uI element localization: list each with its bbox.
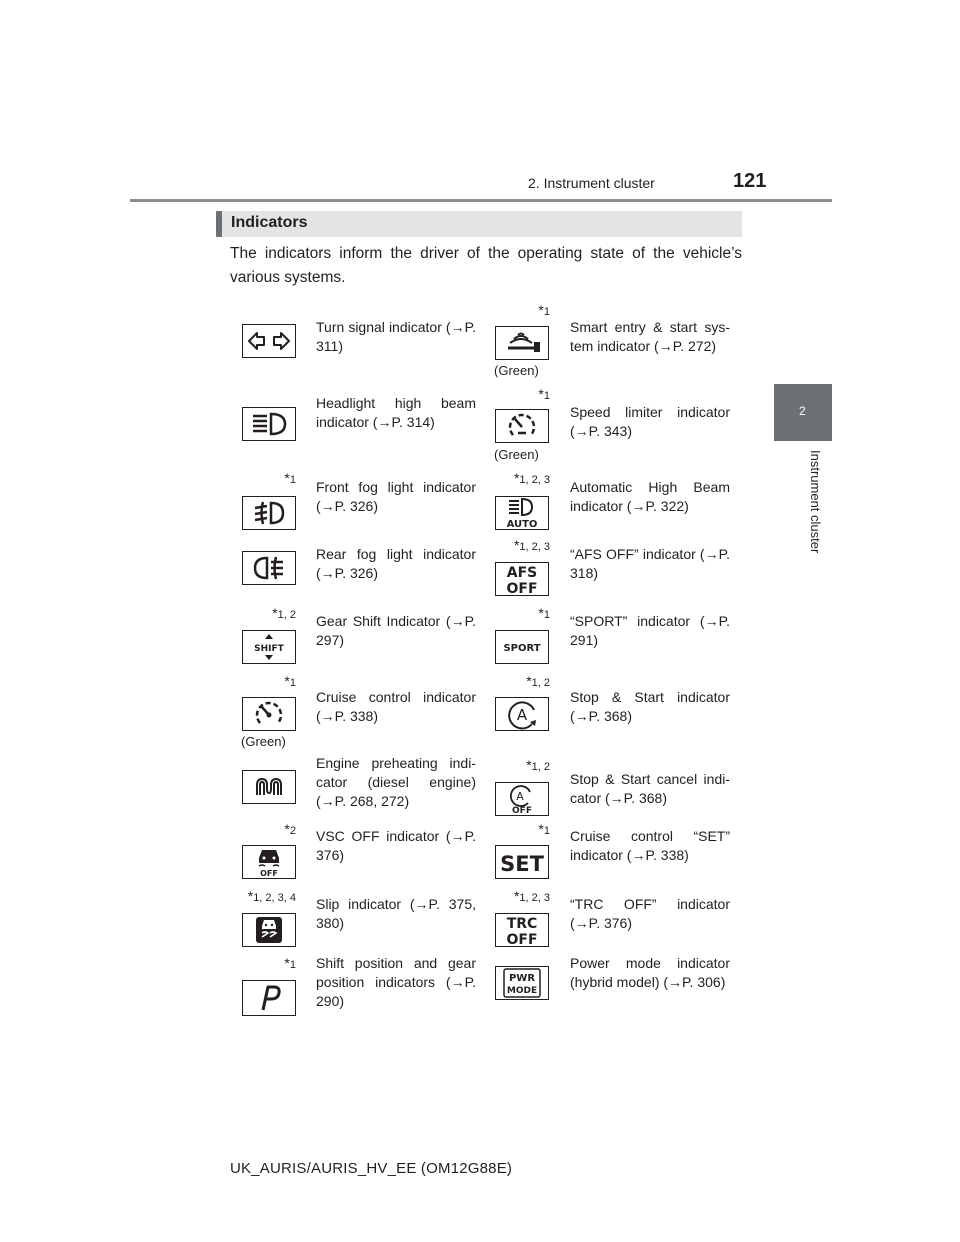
footnote-ref: *1, 2	[526, 757, 550, 773]
indicator-color-note: (Green)	[494, 363, 539, 378]
footnote-ref: *1, 2, 3	[513, 537, 550, 553]
pwr-label: PWR	[508, 973, 536, 984]
footnote-ref: *1, 2	[272, 605, 296, 621]
off-label: OFF	[506, 581, 538, 595]
indicator-description: Front fog light indicator (→P. 326)	[316, 479, 476, 514]
smart-entry-icon	[495, 326, 549, 360]
footnote-ref: *1	[284, 673, 296, 689]
off-label: OFF	[512, 806, 532, 815]
footnote-ref: *1, 2, 3	[513, 470, 550, 486]
chapter-tab-number: 2	[799, 404, 806, 418]
high-beam-icon	[242, 407, 296, 441]
indicator-description: Power mode indicator (hybrid model) (→P. 306)	[570, 955, 730, 990]
indicator-description: “SPORT” indicator (→P. 291)	[570, 613, 730, 648]
indicator-description: Gear Shift Indicator (→P. 297)	[316, 613, 476, 648]
indicator-description: Shift position and gear position indicators (→P. 290)	[316, 955, 476, 1009]
footnote-ref: *1	[284, 470, 296, 486]
footnote-ref: *1	[538, 302, 550, 318]
indicator-color-note: (Green)	[494, 447, 539, 462]
set-label: SET	[500, 852, 544, 876]
sport-label: SPORT	[503, 643, 541, 654]
footnote-ref: *1, 2	[526, 673, 550, 689]
footnote-ref: *1	[538, 821, 550, 837]
power-mode-icon	[495, 966, 549, 1000]
afs-off-icon	[495, 562, 549, 596]
cruise-control-icon	[242, 697, 296, 731]
footnote-ref: *1, 2, 3, 4	[247, 888, 296, 904]
indicator-description: Automatic High Beam indicator (→P. 322)	[570, 479, 730, 514]
footnote-ref: *1, 2, 3	[513, 888, 550, 904]
indicator-description: Rear fog light indicator (→P. 326)	[316, 546, 476, 581]
sport-icon	[495, 630, 549, 664]
indicator-description: Smart entry & start sys-tem indicator (→P. 272)	[570, 319, 730, 354]
indicator-description: Cruise control “SET” indicator (→P. 338)	[570, 828, 730, 863]
page-number: 121	[733, 170, 767, 192]
front-fog-icon	[242, 496, 296, 530]
stop-start-off-icon	[495, 782, 549, 816]
document-footer: UK_AURIS/AURIS_HV_EE (OM12G88E)	[230, 1160, 513, 1177]
indicator-description: Slip indicator (→P. 375, 380)	[316, 896, 476, 931]
cruise-set-icon	[495, 845, 549, 879]
off-label: OFF	[260, 869, 278, 878]
footnote-ref: *2	[284, 821, 296, 837]
afs-label: AFS	[506, 565, 538, 581]
footnote-ref: *1	[284, 955, 296, 971]
chapter-title: 2. Instrument cluster	[528, 175, 655, 191]
trc-off-icon	[495, 913, 549, 947]
indicator-description: “AFS OFF” indicator (→P. 318)	[570, 546, 730, 581]
shift-icon	[242, 630, 296, 664]
indicator-description: Turn signal indicator (→P. 311)	[316, 319, 476, 354]
glow-plug-icon	[242, 770, 296, 804]
a-label: A	[516, 790, 524, 803]
vsc-off-icon	[242, 845, 296, 879]
section-heading-text: Indicators	[231, 214, 308, 231]
shift-label: SHIFT	[254, 644, 284, 654]
indicator-description: Cruise control indicator (→P. 338)	[316, 689, 476, 724]
indicator-description: Headlight high beam indicator (→P. 314)	[316, 395, 476, 430]
turn-signal-icon	[242, 324, 296, 358]
speed-limiter-icon	[495, 409, 549, 443]
auto-label: AUTO	[506, 519, 538, 529]
section-heading-marker	[216, 211, 222, 237]
rear-fog-icon	[242, 551, 296, 585]
indicator-description: Stop & Start indicator (→P. 368)	[570, 689, 730, 724]
indicator-description: “TRC OFF” indicator (→P. 376)	[570, 896, 730, 931]
intro-paragraph: The indicators inform the driver of the operating state of the vehicle’s various systems.	[230, 245, 742, 286]
a-label: A	[516, 706, 528, 724]
auto-high-beam-icon	[495, 496, 549, 530]
indicator-description: Speed limiter indicator (→P. 343)	[570, 404, 730, 439]
indicator-description: Stop & Start cancel indi-cator (→P. 368)	[570, 771, 730, 806]
off-label: OFF	[506, 932, 538, 946]
indicator-color-note: (Green)	[241, 734, 286, 749]
indicator-description: VSC OFF indicator (→P. 376)	[316, 828, 476, 863]
footnote-ref: *1	[538, 386, 550, 402]
stop-start-icon	[495, 697, 549, 731]
shift-position-icon	[242, 980, 296, 1016]
footnote-ref: *1	[538, 605, 550, 621]
header-rule	[130, 199, 832, 202]
trc-label: TRC	[506, 916, 538, 932]
slip-icon	[242, 913, 296, 947]
chapter-tab-label: Instrument cluster	[808, 450, 823, 554]
mode-label: MODE	[506, 986, 538, 996]
indicator-description: Engine preheating indi-cator (diesel engine) (→P. 268, 272)	[316, 755, 476, 809]
section-heading	[216, 211, 742, 237]
